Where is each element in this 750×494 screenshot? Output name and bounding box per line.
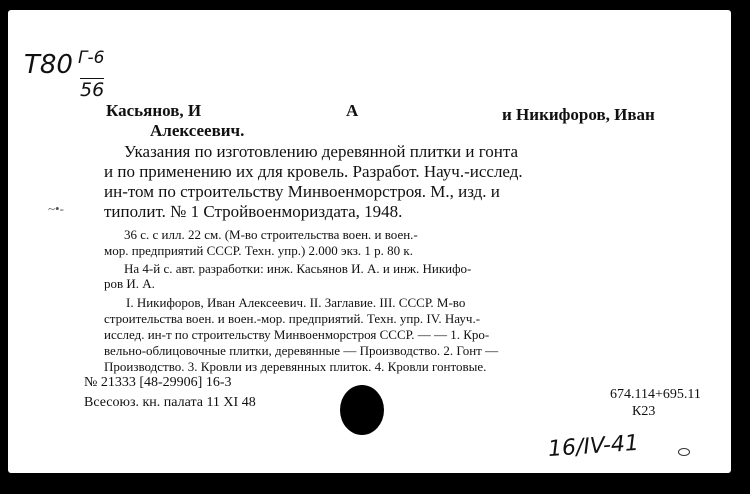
tracing-line: I. Никифоров, Иван Алексеевич. II. Заглавие. III. СССР. М-во [126, 295, 466, 310]
description-line: 36 с. с илл. 22 см. (М-во строительства воен. и воен.- [124, 227, 418, 242]
order-number: № 21333 [48-29906] 16-3 [84, 375, 232, 390]
classification-index: 674.114+695.11 [610, 387, 701, 402]
tracing-line: строительства воен. и воен.-мор. предприятий. Техн. упр. IV. Науч.- [104, 311, 481, 326]
heading-author-1: Касьянов, И [106, 101, 202, 120]
punch-mark [678, 448, 690, 456]
card-code: К23 [632, 404, 656, 419]
tracing-line: Производство. 3. Кровли из деревянных плиток. 4. Кровли гонтовые. [104, 359, 487, 374]
heading-letter: А [346, 101, 359, 120]
tracing-line: вельно-облицовочные плитки, деревянные — Производство. 2. Гонт — [104, 343, 499, 358]
tracing-line: исслед. ин-т по строительству Минвоенморстроя СССР. — — 1. Кро- [104, 327, 490, 342]
title-line: типолит. № 1 Стройвоенмориздата, 1948. [104, 202, 403, 221]
title-line: ин-том по строительству Минвоенморстроя. М., изд. и [104, 182, 500, 201]
title-line: и по применению их для кровель. Разработ. Науч.-исслед. [104, 162, 523, 181]
heading-author-2: и Никифоров, Иван [502, 105, 655, 124]
description-line: мор. предприятий СССР. Техн. упр.) 2.000 экз. 1 р. 80 к. [104, 243, 413, 258]
book-chamber-stamp: Всесоюз. кн. палата 11 XI 48 [84, 395, 256, 410]
handwritten-date: 16/IV-41 [547, 430, 640, 463]
catalog-card [8, 10, 731, 473]
description-line: ров И. А. [104, 276, 155, 291]
call-number-superscript: Г-6 [78, 48, 105, 68]
description-line: На 4-й с. авт. разработки: инж. Касьянов И. А. и инж. Никифо- [124, 261, 472, 276]
stray-mark: ~•- [48, 201, 64, 216]
ink-blot [340, 385, 384, 435]
title-line: Указания по изготовлению деревянной плитки и гонта [124, 142, 519, 161]
call-number-subscript: 56 [80, 79, 105, 101]
call-number-main: Т80 [24, 50, 73, 80]
heading-author-1-line2: Алексеевич. [150, 121, 245, 140]
